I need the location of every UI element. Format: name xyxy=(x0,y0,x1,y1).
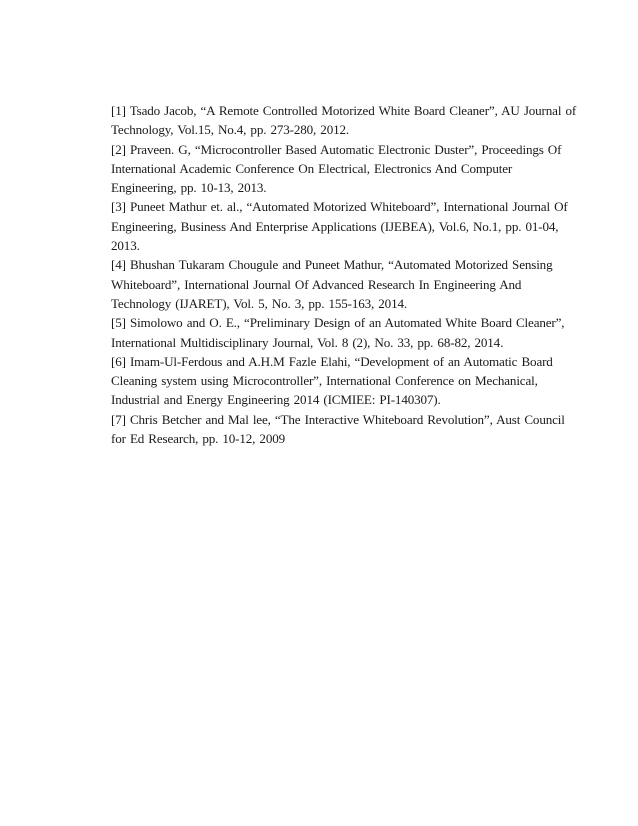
reference-line: 2013. xyxy=(111,238,140,254)
reference-line: Engineering, Business And Enterprise Applications (IJEBEA), Vol.6, No.1, pp. 01-04, xyxy=(111,218,559,234)
reference-line: Industrial and Energy Engineering 2014 (ICMIEE: PI-140307). xyxy=(111,392,441,408)
reference-line: [2] Praveen. G, “Microcontroller Based Automatic Electronic Duster”, Proceedings Of xyxy=(111,141,562,157)
reference-line: for Ed Research, pp. 10-12, 2009 xyxy=(111,431,286,447)
reference-line: [6] Imam-Ul-Ferdous and A.H.M Fazle Elahi, “Development of an Automatic Board xyxy=(111,353,553,369)
reference-line: International Academic Conference On Electrical, Electronics And Computer xyxy=(111,160,513,176)
reference-line: [3] Puneet Mathur et. al., “Automated Motorized Whiteboard”, International Journal Of xyxy=(111,199,568,215)
reference-line: International Multidisciplinary Journal, Vol. 8 (2), No. 33, pp. 68-82, 2014. xyxy=(111,334,504,350)
reference-3 xyxy=(111,197,568,255)
reference-6 xyxy=(111,352,563,410)
reference-5 xyxy=(111,313,563,352)
reference-4 xyxy=(111,255,563,313)
reference-1 xyxy=(111,101,577,140)
reference-line: Cleaning system using Microcontroller”, International Conference on Mechanical, xyxy=(111,373,538,389)
reference-line: Whiteboard”, International Journal Of Advanced Research In Engineering And xyxy=(111,276,522,292)
reference-line: [5] Simolowo and O. E., “Preliminary Design of an Automated White Board Cleaner”, xyxy=(111,315,565,331)
reference-line: Technology, Vol.15, No.4, pp. 273-280, 2012. xyxy=(111,122,350,138)
reference-line: [1] Tsado Jacob, “A Remote Controlled Motorized White Board Cleaner”, AU Journal of xyxy=(111,103,577,118)
reference-line: [7] Chris Betcher and Mal lee, “The Interactive Whiteboard Revolution”, Aust Council xyxy=(111,411,565,427)
reference-line: [4] Bhushan Tukaram Chougule and Puneet Mathur, “Automated Motorized Sensing xyxy=(111,257,553,273)
reference-list xyxy=(111,101,577,448)
reference-2 xyxy=(111,140,563,198)
reference-7 xyxy=(111,410,563,449)
reference-line: Technology (IJARET), Vol. 5, No. 3, pp. 155-163, 2014. xyxy=(111,295,407,311)
reference-line: Engineering, pp. 10-13, 2013. xyxy=(111,180,267,196)
